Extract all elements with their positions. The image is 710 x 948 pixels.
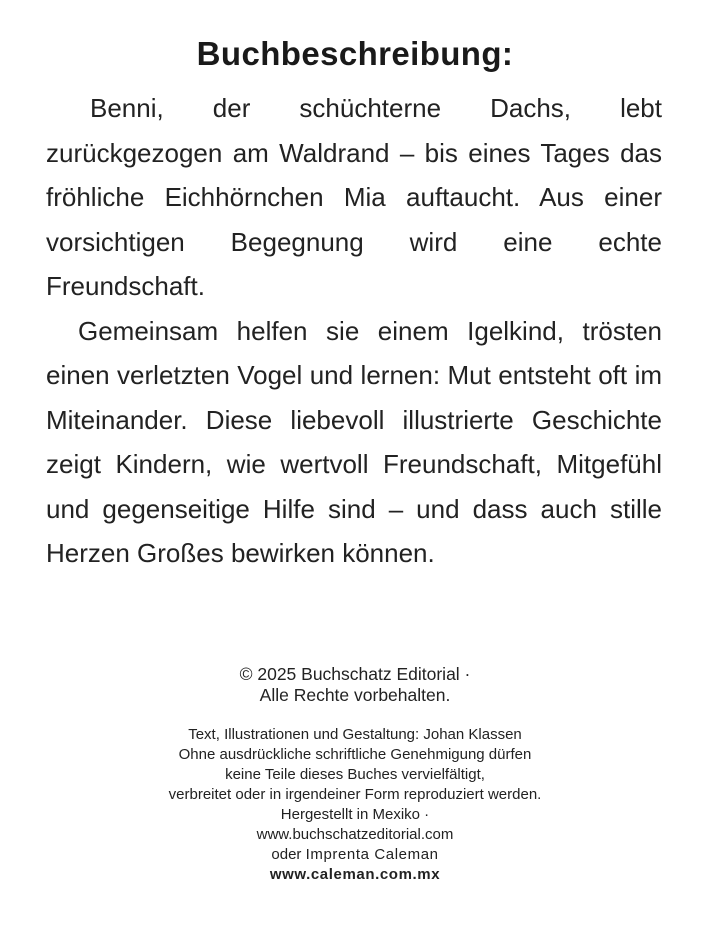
rights-reserved-line: Alle Rechte vorbehalten. xyxy=(259,685,451,705)
description-paragraph-2: Gemeinsam helfen sie einem Igelkind, trösten einen verletzten Vogel und lernen: Mut entsteht oft im Miteinander. Diese liebevoll illustrierte Geschichte zeigt Kindern, wie wertvoll Freundschaft, Mitgefühl und gegenseitige Hilfe sind – und dass auch stille Herzen Großes bewirken können. xyxy=(46,315,662,568)
imprint-section xyxy=(0,664,710,885)
publisher-website: www.buchschatzeditorial.com xyxy=(256,826,454,843)
description-paragraph-1: Benni, der schüchterne Dachs, lebt zurückgezogen am Waldrand – bis eines Tages das fröhliche Eichhörnchen Mia auftaucht. Aus einer vorsichtigen Begegnung wird eine echte Freundschaft. xyxy=(46,93,662,301)
printer-website: www.caleman.com.mx xyxy=(269,866,441,883)
printer-name: Imprenta Caleman xyxy=(305,846,439,863)
credits-line: Text, Illustrationen und Gestaltung: Johan Klassen xyxy=(188,726,522,743)
printer-prefix: oder xyxy=(271,846,302,863)
copyright-notice xyxy=(0,664,710,706)
legal-notice-line-3: verbreitet oder in irgendeiner Form reproduziert werden. xyxy=(168,786,542,803)
copyright-line: © 2025 Buchschatz Editorial · xyxy=(239,664,471,684)
description-text xyxy=(46,86,662,576)
page-title: Buchbeschreibung: xyxy=(196,35,514,72)
made-in-line: Hergestellt in Mexiko · xyxy=(280,806,430,823)
legal-notice-line-1: Ohne ausdrückliche schriftliche Genehmigung dürfen xyxy=(178,746,532,763)
imprint-details xyxy=(0,725,710,885)
printer-line xyxy=(0,845,710,865)
legal-notice-line-2: keine Teile dieses Buches vervielfältigt, xyxy=(225,766,485,783)
